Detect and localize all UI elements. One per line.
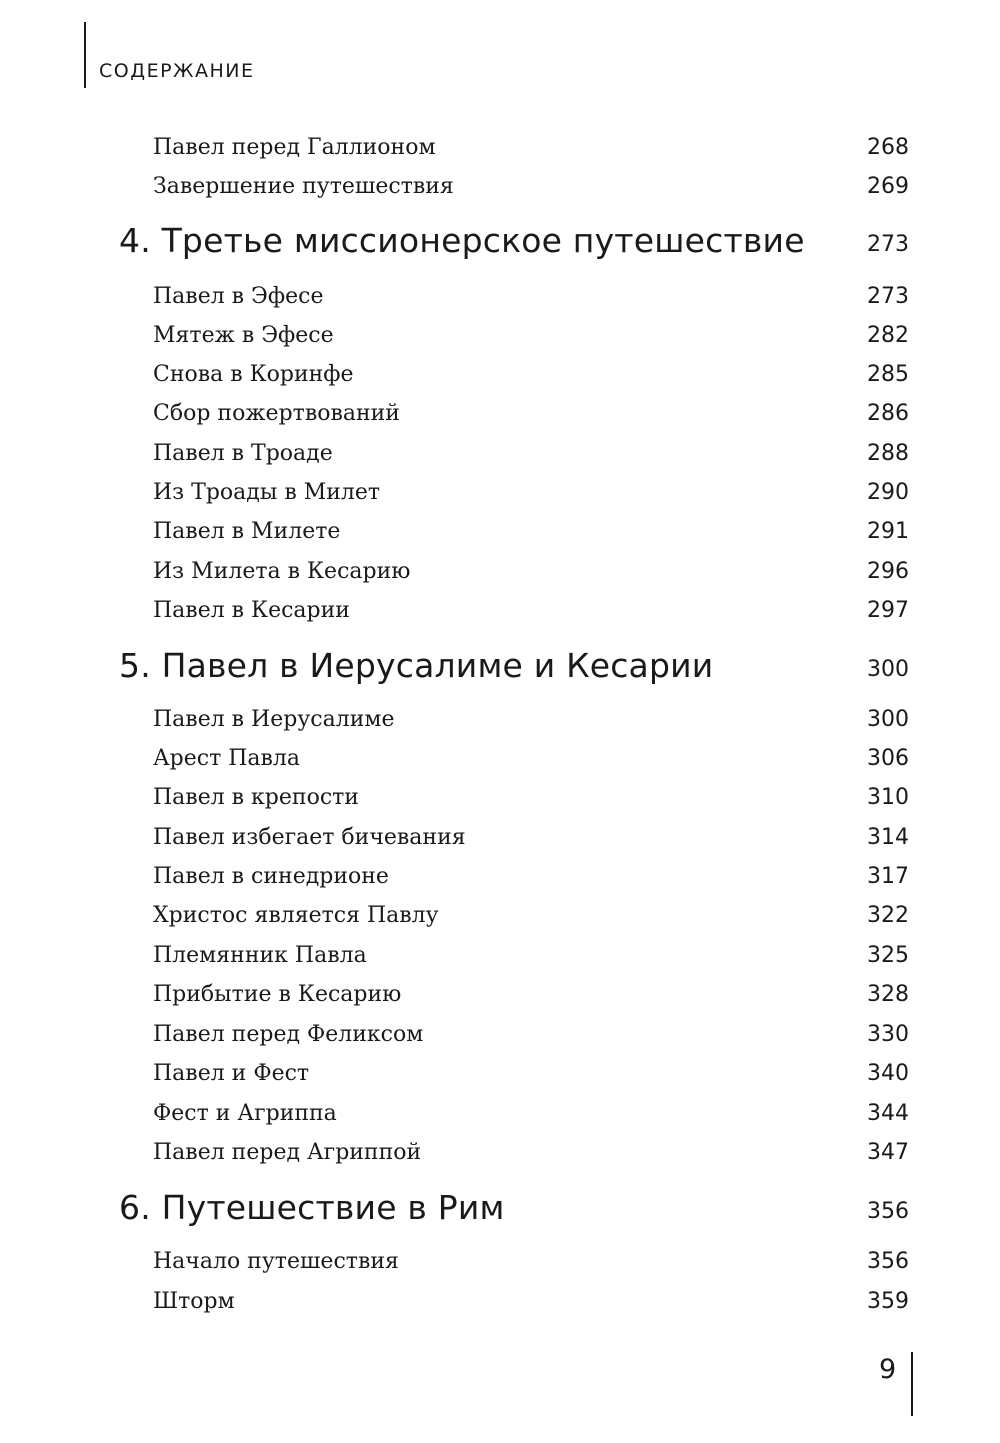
toc-section-row	[0, 1244, 1000, 1284]
header-rule	[84, 22, 86, 88]
page-number: 9	[879, 1354, 897, 1385]
toc-page-number: 306	[867, 746, 909, 771]
toc-section-row	[0, 279, 1000, 319]
toc-chapter-row	[0, 646, 1000, 689]
section-title: Фест и Агриппа	[153, 1101, 337, 1126]
toc-section-row	[0, 514, 1000, 554]
toc-page-number: 330	[867, 1022, 909, 1047]
toc-page-number: 286	[867, 401, 909, 426]
section-title: Завершение путешествия	[153, 174, 454, 199]
toc-page-number: 359	[867, 1289, 909, 1314]
toc-section-row	[0, 938, 1000, 978]
toc-section-row	[0, 859, 1000, 899]
toc-section-row	[0, 780, 1000, 820]
toc-section-row	[0, 130, 1000, 170]
section-title: Начало путешествия	[153, 1249, 399, 1274]
section-title: Снова в Коринфе	[153, 362, 354, 387]
toc-page-number: 269	[867, 174, 909, 199]
toc-page-number: 340	[867, 1061, 909, 1086]
toc-section-row	[0, 436, 1000, 476]
toc-page-number: 300	[867, 657, 909, 682]
section-title: Прибытие в Кесарию	[153, 982, 402, 1007]
toc-section-row	[0, 1017, 1000, 1057]
toc-page-number: 325	[867, 943, 909, 968]
section-title: Христос является Павлу	[153, 903, 439, 928]
toc-page-number: 282	[867, 323, 909, 348]
section-title: Павел в Кесарии	[153, 598, 350, 623]
toc-section-row	[0, 898, 1000, 938]
toc-section-row	[0, 1284, 1000, 1324]
section-title: Павел в Эфесе	[153, 284, 324, 309]
toc-section-row	[0, 357, 1000, 397]
footer-rule	[911, 1352, 913, 1416]
toc-section-row	[0, 820, 1000, 860]
section-title: Павел в Милете	[153, 519, 341, 544]
toc-page-number: 356	[867, 1249, 909, 1274]
toc-page-number: 297	[867, 598, 909, 623]
section-title: Павел перед Феликсом	[153, 1022, 424, 1047]
chapter-title: 5. Павел в Иерусалиме и Кесарии	[119, 646, 714, 685]
section-title: Павел в крепости	[153, 785, 359, 810]
toc-page-number: 273	[867, 232, 909, 257]
toc-page-number: 285	[867, 362, 909, 387]
section-title: Из Троады в Милет	[153, 480, 381, 505]
chapter-title: 4. Третье миссионерское путешествие	[119, 221, 805, 260]
toc-page-number: 273	[867, 284, 909, 309]
section-title: Шторм	[153, 1289, 235, 1314]
toc-page-number: 347	[867, 1140, 909, 1165]
toc-section-row	[0, 318, 1000, 358]
section-title: Павел в Иерусалиме	[153, 707, 395, 732]
toc-chapter-row	[0, 221, 1000, 264]
toc-page-number: 268	[867, 135, 909, 160]
section-title: Арест Павла	[153, 746, 301, 771]
toc-page-number: 290	[867, 480, 909, 505]
toc-section-row	[0, 702, 1000, 742]
toc-page-number: 296	[867, 559, 909, 584]
section-title: Мятеж в Эфесе	[153, 323, 334, 348]
section-title: Павел и Фест	[153, 1061, 310, 1086]
toc-page-number: 291	[867, 519, 909, 544]
toc-section-row	[0, 396, 1000, 436]
chapter-title: 6. Путешествие в Рим	[119, 1188, 505, 1227]
section-title: Павел в Троаде	[153, 441, 333, 466]
section-title: Павел перед Галлионом	[153, 135, 436, 160]
section-title: Сбор пожертвований	[153, 401, 400, 426]
toc-page-number: 322	[867, 903, 909, 928]
toc-page-number: 300	[867, 707, 909, 732]
toc-section-row	[0, 1096, 1000, 1136]
toc-page-number: 288	[867, 441, 909, 466]
section-title: Павел избегает бичевания	[153, 825, 466, 850]
toc-page-number: 344	[867, 1101, 909, 1126]
section-title: Из Милета в Кесарию	[153, 559, 411, 584]
toc-section-row	[0, 475, 1000, 515]
section-title: Племянник Павла	[153, 943, 367, 968]
toc-page-number: 328	[867, 982, 909, 1007]
toc-section-row	[0, 1056, 1000, 1096]
toc-chapter-row	[0, 1188, 1000, 1231]
toc-section-row	[0, 741, 1000, 781]
toc-section-row	[0, 554, 1000, 594]
toc-page-number: 317	[867, 864, 909, 889]
section-title: Павел в синедрионе	[153, 864, 389, 889]
toc-section-row	[0, 977, 1000, 1017]
toc-section-row	[0, 593, 1000, 633]
toc-section-row	[0, 169, 1000, 209]
toc-page-number: 310	[867, 785, 909, 810]
toc-page-number: 356	[867, 1199, 909, 1224]
toc-page-number: 314	[867, 825, 909, 850]
section-title: Павел перед Агриппой	[153, 1140, 422, 1165]
toc-section-row	[0, 1135, 1000, 1175]
running-header: СОДЕРЖАНИЕ	[99, 60, 255, 82]
